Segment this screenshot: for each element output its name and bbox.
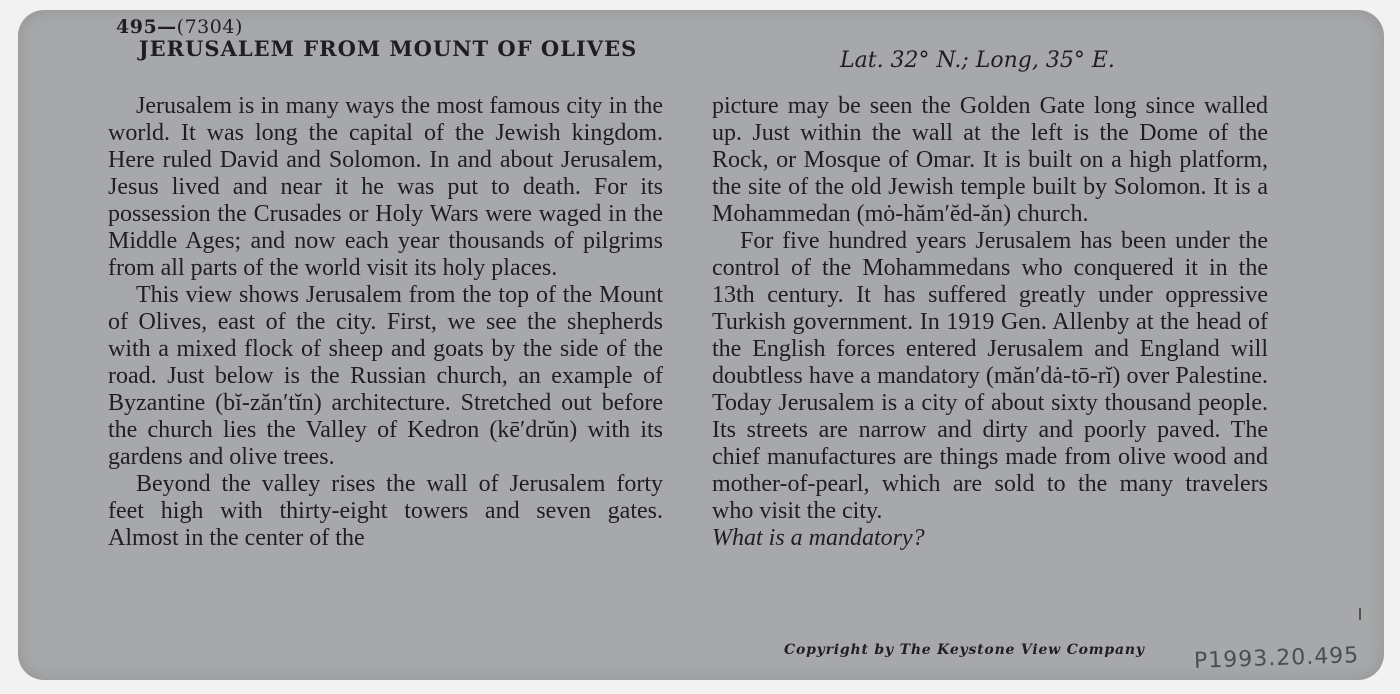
coordinates: Lat. 32° N.; Long, 35° E. — [840, 48, 1115, 73]
paragraph: Beyond the valley rises the wall of Jerusalem forty feet high with thirty-eight towers and seven gates. Almost in the center of the — [108, 471, 663, 551]
text-column-left — [108, 93, 663, 552]
text-column-right — [712, 93, 1268, 552]
paragraph: picture may be seen the Golden Gate long since walled up. Just within the wall at the left is the Dome of the Rock, or Mosque of Omar. It is built on a high platform, the site of the old Jewish temple built by Solomon. It is a Mohammedan (mȯ-hăm′ĕd-ăn) church. — [712, 93, 1268, 227]
card-title: JERUSALEM FROM MOUNT OF OLIVES — [138, 36, 638, 61]
copyright-notice: Copyright by The Keystone View Company — [784, 642, 1145, 658]
catalog-alt-number: (7304) — [176, 16, 243, 38]
pencil-mark — [1359, 608, 1361, 620]
paragraph: For five hundred years Jerusalem has been under the control of the Mohammedans who conquered it in the 13th century. It has suffered greatly under oppressive Turkish government. In 1919 Gen. Allenby at the head of the English forces entered Jerusalem and England will doubtless have a mandatory (măn′dȧ-tō-rĭ) over Palestine. Today Jerusalem is a city of about sixty thousand people. Its streets are narrow and dirty and poorly paved. The chief manufactures are things made from olive wood and mother-of-pearl, which are sold to the many travelers who visit the city. — [712, 228, 1268, 524]
paragraph: This view shows Jerusalem from the top of the Mount of Olives, east of the city. First, we see the shepherds with a mixed flock of sheep and goats by the side of the road. Just below is the Russian church, an example of Byzantine (bĭ-zăn′tĭn) architecture. Stretched out before the church lies the Valley of Kedron (kē′drŭn) with its gardens and olive trees. — [108, 282, 663, 470]
paragraph: Jerusalem is in many ways the most famous city in the world. It was long the capital of the Jewish kingdom. Here ruled David and Solomon. In and about Jerusalem, Jesus lived and near it he was put to death. For its possession the Crusades or Holy Wars were waged in the Middle Ages; and now each year thousands of pilgrims from all parts of the world visit its holy places. — [108, 93, 663, 281]
catalog-number: 495—(7304) — [116, 16, 243, 38]
study-question: What is a mandatory? — [712, 525, 925, 551]
stereoview-card-back — [18, 10, 1384, 680]
handwritten-accession-number: P1993.20.495 — [1193, 643, 1360, 674]
